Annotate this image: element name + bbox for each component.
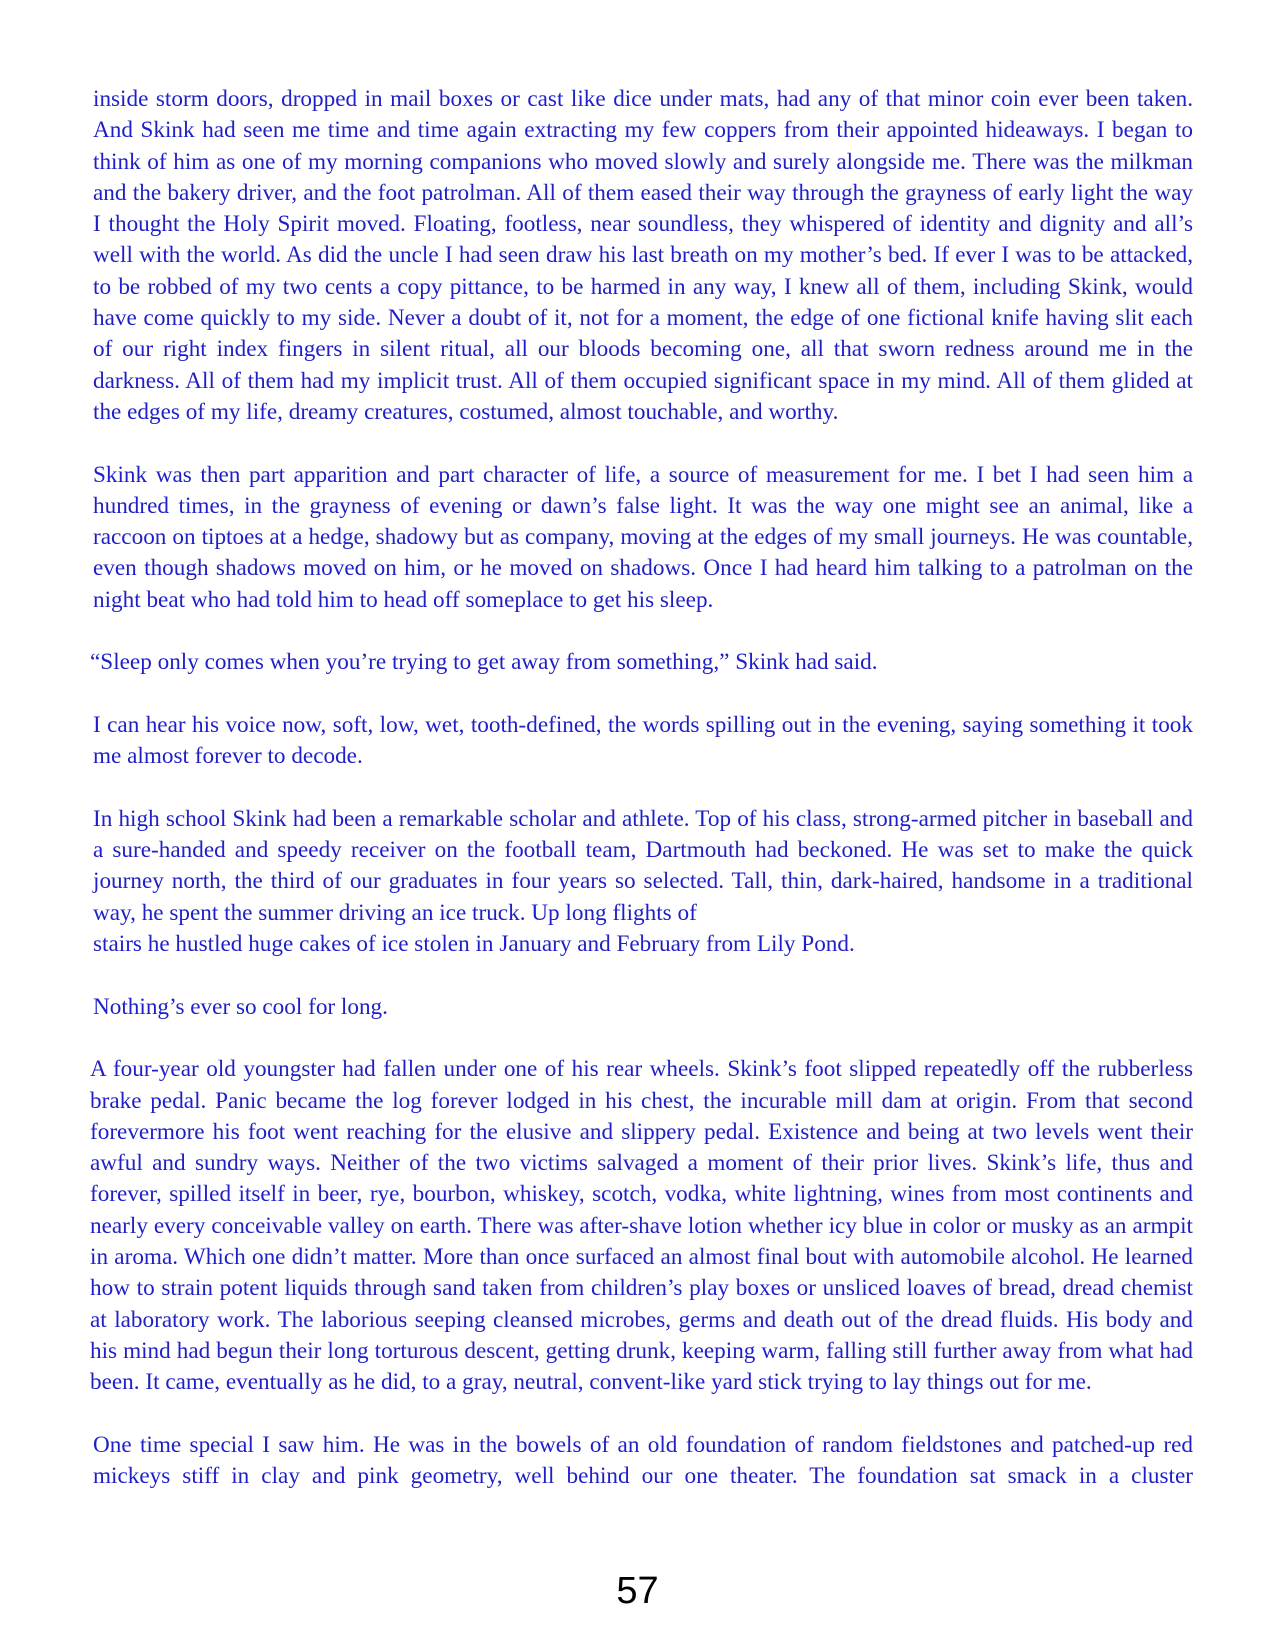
paragraph: Nothing’s ever so cool for long.: [93, 993, 388, 1020]
paragraph: Skink was then part apparition and part character of life, a source of measurement for me. I bet I had seen him a hundred times, in the grayness of evening or dawn’s false light. It was the way one might see an animal, like a raccoon on tiptoes at a hedge, shadowy but as company, moving at the edges of my small journeys. He was countable, even though shadows moved on him, or he moved on shadows. Once I had heard him talking to a patrolman on the night beat who had told him to head off someplace to get his sleep.: [93, 461, 1193, 613]
body-text: [90, 84, 1193, 1524]
quote-paragraph: “Sleep only comes when you’re trying to get away from something,” Skink had said.: [90, 649, 878, 676]
paragraph-continuation: stairs he hustled huge cakes of ice stolen in January and February from Lily Pond.: [93, 931, 855, 958]
page-number: 57: [616, 1570, 659, 1612]
paragraph: One time special I saw him. He was in the bowels of an old foundation of random fieldstones and patched-up red mickeys stiff in clay and pink geometry, well behind our one theater. The foundation sat smack in a cluster: [93, 1431, 1193, 1490]
paragraph: I can hear his voice now, soft, low, wet, tooth-defined, the words spilling out in the evening, saying something it took me almost forever to decode.: [93, 711, 1193, 770]
paragraph: A four-year old youngster had fallen under one of his rear wheels. Skink’s foot slipped repeatedly off the rubberless brake pedal. Panic became the log forever lodged in his chest, the incurable mill dam at origin. From that second forevermore his foot went reaching for the elusive and slippery pedal. Existence and being at two levels went their awful and sundry ways. Neither of the two victims salvaged a moment of their prior lives. Skink’s life, thus and forever, spilled itself in beer, rye, bourbon, whiskey, scotch, vodka, white lightning, wines from most continents and nearly every conceivable valley on earth. There was after-shave lotion whether icy blue in color or musky as an armpit in aroma. Which one didn’t matter. More than once surfaced an almost final bout with automobile alcohol. He learned how to strain potent liquids through sand taken from children’s play boxes or unsliced loaves of bread, dread chemist at laboratory work. The laborious seeping cleansed microbes, germs and death out of the dread fluids. His body and his mind had begun their long torturous descent, getting drunk, keeping warm, falling still further away from what had been. It came, eventually as he did, to a gray, neutral, convent-like yard stick trying to lay things out for me.: [90, 1056, 1193, 1396]
paragraph: In high school Skink had been a remarkable scholar and athlete. Top of his class, strong-armed pitcher in baseball and a sure-handed and speedy receiver on the football team, Dartmouth had beckoned. He was set to make the quick journey north, the third of our graduates in four years so selected. Tall, thin, dark-haired, handsome in a traditional way, he spent the summer driving an ice truck. Up long flights of: [93, 805, 1193, 926]
paragraph: inside storm doors, dropped in mail boxes or cast like dice under mats, had any of that minor coin ever been taken. And Skink had seen me time and time again extracting my few coppers from their appointed hideaways. I began to think of him as one of my morning companions who moved slowly and surely alongside me. There was the milkman and the bakery driver, and the foot patrolman. All of them eased their way through the grayness of early light the way I thought the Holy Spirit moved. Floating, footless, near soundless, they whispered of identity and dignity and all’s well with the world. As did the uncle I had seen draw his last breath on my mother’s bed. If ever I was to be attacked, to be robbed of my two cents a copy pittance, to be harmed in any way, I knew all of them, including Skink, would have come quickly to my side. Never a doubt of it, not for a moment, the edge of one fictional knife having slit each of our right index fingers in silent ritual, all our bloods becoming one, all that sworn redness around me in the darkness. All of them had my implicit trust. All of them occupied significant space in my mind. All of them glided at the edges of my life, dreamy creatures, costumed, almost touchable, and worthy.: [93, 86, 1193, 425]
